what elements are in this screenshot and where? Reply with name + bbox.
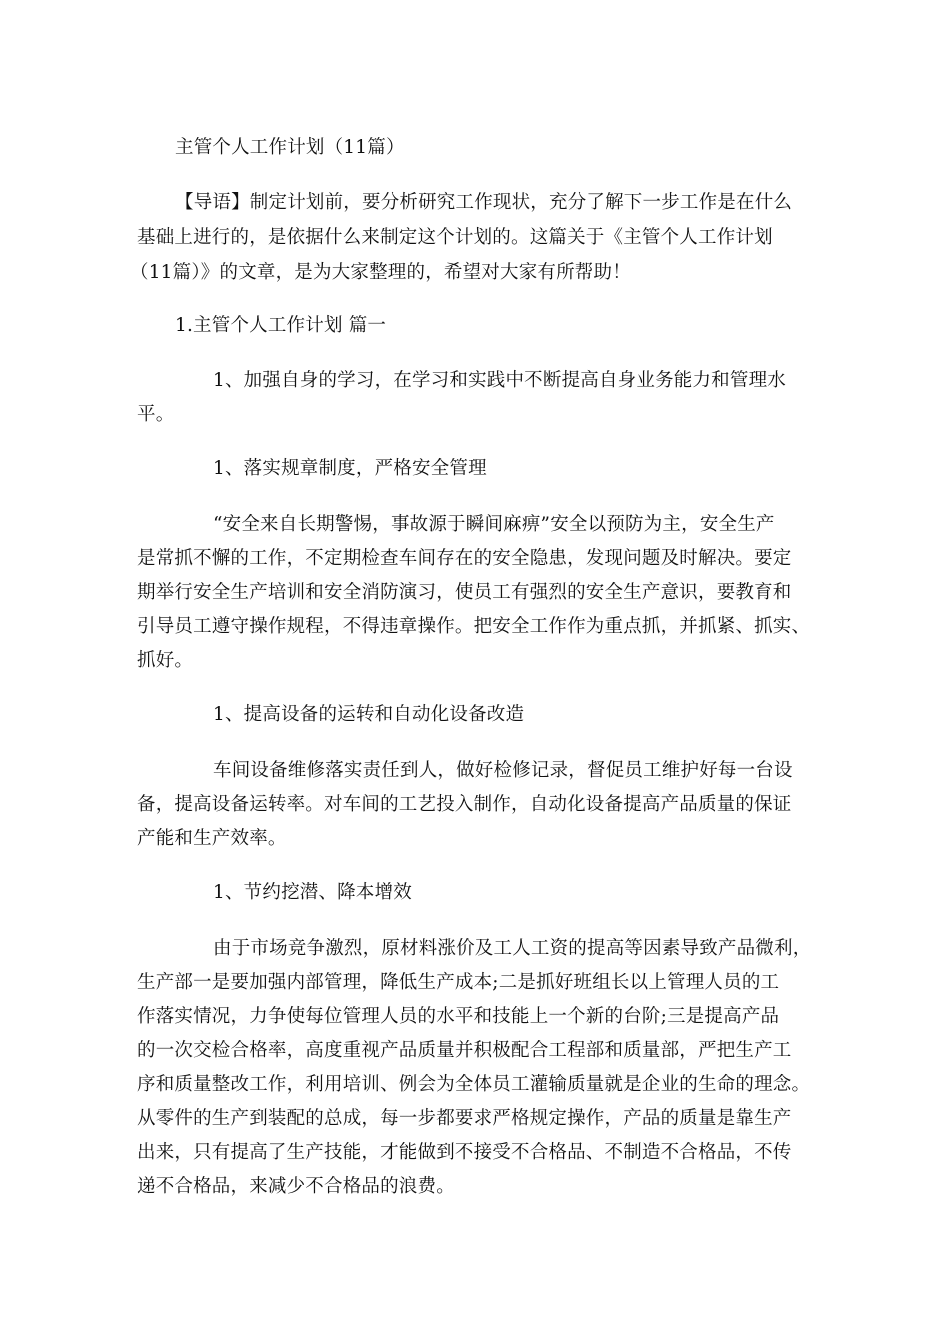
subheading: 1、节约挖潜、降本增效 bbox=[213, 882, 412, 903]
intro-line: 【导语】制定计划前，要分析研究工作现状，充分了解下一步工作是在什么 bbox=[175, 192, 793, 213]
subheading: 1、落实规章制度，严格安全管理 bbox=[213, 458, 487, 479]
paragraph-line: 产能和生产效率。 bbox=[137, 828, 287, 849]
paragraph-line: 由于市场竞争激烈，原材料涨价及工人工资的提高等因素导致产品微利， bbox=[213, 938, 812, 959]
paragraph-line: 的一次交检合格率，高度重视产品质量并积极配合工程部和质量部，严把生产工 bbox=[137, 1040, 792, 1061]
section-heading: 1.主管个人工作计划 篇一 bbox=[175, 315, 387, 336]
paragraph-line: 引导员工遵守操作规程，不得违章操作。把安全工作作为重点抓，并抓紧、抓实、 bbox=[137, 616, 811, 637]
intro-line: （11篇）》的文章，是为大家整理的，希望对大家有所帮助！ bbox=[130, 262, 631, 283]
paragraph-line: 作落实情况，力争使每位管理人员的水平和技能上一个新的台阶;三是提高产品 bbox=[137, 1006, 780, 1027]
item-line: 1、加强自身的学习，在学习和实践中不断提高自身业务能力和管理水 bbox=[213, 370, 786, 391]
paragraph-line: 从零件的生产到装配的总成，每一步都要求严格规定操作，产品的质量是靠生产 bbox=[137, 1108, 792, 1129]
paragraph-line: 递不合格品，来减少不合格品的浪费。 bbox=[137, 1176, 455, 1197]
paragraph-line: 出来，只有提高了生产技能，才能做到不接受不合格品、不制造不合格品，不传 bbox=[137, 1142, 792, 1163]
intro-line: 基础上进行的，是依据什么来制定这个计划的。这篇关于《主管个人工作计划 bbox=[137, 227, 773, 248]
paragraph-line: 车间设备维修落实责任到人，做好检修记录，督促员工维护好每一台设 bbox=[213, 760, 793, 781]
document-title: 主管个人工作计划（11篇） bbox=[175, 137, 405, 158]
subheading: 1、提高设备的运转和自动化设备改造 bbox=[213, 704, 525, 725]
paragraph-line: 抓好。 bbox=[137, 650, 194, 671]
paragraph-line: 序和质量整改工作，利用培训、例会为全体员工灌输质量就是企业的生命的理念。 bbox=[137, 1074, 811, 1095]
paragraph-line: 期举行安全生产培训和安全消防演习，使员工有强烈的安全生产意识，要教育和 bbox=[137, 582, 792, 603]
paragraph-line: 备，提高设备运转率。对车间的工艺投入制作，自动化设备提高产品质量的保证 bbox=[137, 794, 792, 815]
paragraph-line: 是常抓不懈的工作，不定期检查车间存在的安全隐患，发现问题及时解决。要定 bbox=[137, 548, 792, 569]
paragraph-line: 生产部一是要加强内部管理，降低生产成本;二是抓好班组长以上管理人员的工 bbox=[137, 972, 780, 993]
item-line: 平。 bbox=[137, 404, 175, 425]
paragraph-line: “安全来自长期警惕，事故源于瞬间麻痹”安全以预防为主，安全生产 bbox=[213, 514, 775, 535]
